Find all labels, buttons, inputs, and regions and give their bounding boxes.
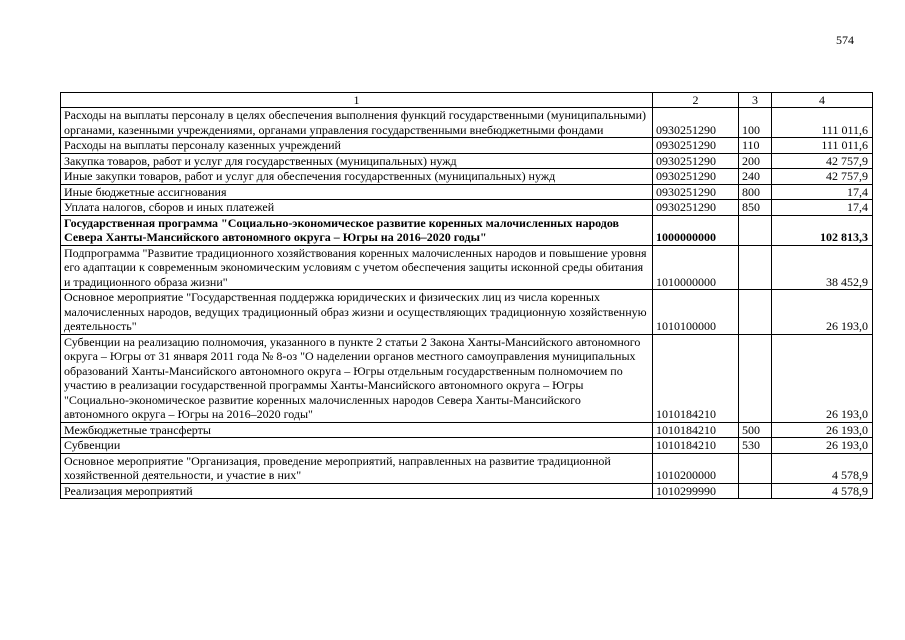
table-row — [61, 215, 873, 245]
row-sum-cell: 38 452,9 — [772, 245, 873, 290]
table-row — [61, 138, 873, 154]
table-row — [61, 453, 873, 483]
row-name-cell: Межбюджетные трансферты — [61, 422, 653, 438]
row-name-cell: Иные бюджетные ассигнования — [61, 184, 653, 200]
row-code-cell: 0930251290 — [653, 169, 739, 185]
row-code-cell: 1010184210 — [653, 334, 739, 422]
row-sum-cell: 102 813,3 — [772, 215, 873, 245]
row-name-cell: Субвенции на реализацию полномочия, указанного в пункте 2 статьи 2 Закона Ханты-Мансийского автономного округа – Югры от 31 января 2011 года № 8-оз "О наделении органов местного самоуправления муниципальных образований Ханты-Мансийского автономного округа – Югры отдельным государственным полномочием по участию в реализации государственной программы Ханты-Мансийского автономного округа – Югры "Социально-экономическое развитие коренных малочисленных народов Севера Ханты-Мансийского автономного округа – Югры на 2016–2020 годы" — [61, 334, 653, 422]
row-type-cell: 100 — [739, 108, 772, 138]
table-row — [61, 153, 873, 169]
column-header-sum: 4 — [772, 93, 873, 108]
row-name-cell: Расходы на выплаты персоналу в целях обеспечения выполнения функций государственными (муниципальными) органами, казенными учреждениями, органами управления государственными внебюджетными фондами — [61, 108, 653, 138]
row-sum-cell: 26 193,0 — [772, 290, 873, 335]
column-header-name: 1 — [61, 93, 653, 108]
row-sum-cell: 17,4 — [772, 184, 873, 200]
row-sum-cell: 111 011,6 — [772, 108, 873, 138]
table-row — [61, 169, 873, 185]
row-name-cell: Иные закупки товаров, работ и услуг для обеспечения государственных (муниципальных) нужд — [61, 169, 653, 185]
row-type-cell — [739, 215, 772, 245]
table-row — [61, 290, 873, 335]
row-sum-cell: 26 193,0 — [772, 438, 873, 454]
table-row — [61, 184, 873, 200]
row-name-cell: Субвенции — [61, 438, 653, 454]
table-row — [61, 483, 873, 499]
row-code-cell: 0930251290 — [653, 108, 739, 138]
row-type-cell: 200 — [739, 153, 772, 169]
table-row — [61, 245, 873, 290]
table-body — [61, 108, 873, 499]
row-sum-cell: 26 193,0 — [772, 422, 873, 438]
row-code-cell: 1010100000 — [653, 290, 739, 335]
table-row — [61, 108, 873, 138]
row-name-cell: Уплата налогов, сборов и иных платежей — [61, 200, 653, 216]
row-sum-cell: 42 757,9 — [772, 153, 873, 169]
row-type-cell: 500 — [739, 422, 772, 438]
column-header-code: 2 — [653, 93, 739, 108]
row-type-cell — [739, 290, 772, 335]
row-type-cell: 240 — [739, 169, 772, 185]
table-header-row — [61, 93, 873, 108]
row-name-cell: Закупка товаров, работ и услуг для государственных (муниципальных) нужд — [61, 153, 653, 169]
row-type-cell — [739, 245, 772, 290]
row-code-cell: 1000000000 — [653, 215, 739, 245]
row-sum-cell: 4 578,9 — [772, 483, 873, 499]
row-sum-cell: 26 193,0 — [772, 334, 873, 422]
row-type-cell: 110 — [739, 138, 772, 154]
row-name-cell: Государственная программа "Социально-экономическое развитие коренных малочисленных народов Севера Ханты-Мансийского автономного округа – Югры на 2016–2020 годы" — [61, 215, 653, 245]
row-type-cell — [739, 483, 772, 499]
row-code-cell: 1010184210 — [653, 422, 739, 438]
page-number: 574 — [836, 33, 854, 47]
budget-table — [60, 92, 873, 499]
table-row — [61, 200, 873, 216]
row-sum-cell: 4 578,9 — [772, 453, 873, 483]
row-name-cell: Основное мероприятие "Государственная поддержка юридических и физических лиц из числа коренных малочисленных народов, ведущих традиционный образ жизни и осуществляющих традиционную хозяйственную деятельность" — [61, 290, 653, 335]
row-name-cell: Реализация мероприятий — [61, 483, 653, 499]
table-row — [61, 334, 873, 422]
row-type-cell — [739, 453, 772, 483]
row-name-cell: Подпрограмма "Развитие традиционного хозяйствования коренных малочисленных народов и повышение уровня его адаптации к современным экономическим условиям с учетом обеспечения защиты исконной среды обитания и традиционного образа жизни" — [61, 245, 653, 290]
row-type-cell: 530 — [739, 438, 772, 454]
row-code-cell: 1010184210 — [653, 438, 739, 454]
row-name-cell: Расходы на выплаты персоналу казенных учреждений — [61, 138, 653, 154]
row-code-cell: 0930251290 — [653, 184, 739, 200]
row-code-cell: 1010200000 — [653, 453, 739, 483]
row-type-cell: 850 — [739, 200, 772, 216]
column-header-type: 3 — [739, 93, 772, 108]
row-code-cell: 1010299990 — [653, 483, 739, 499]
row-code-cell: 0930251290 — [653, 200, 739, 216]
row-sum-cell: 111 011,6 — [772, 138, 873, 154]
table-row — [61, 422, 873, 438]
row-sum-cell: 17,4 — [772, 200, 873, 216]
row-type-cell: 800 — [739, 184, 772, 200]
table-row — [61, 438, 873, 454]
row-name-cell: Основное мероприятие "Организация, проведение мероприятий, направленных на развитие традиционной хозяйственной деятельности, и участие в них" — [61, 453, 653, 483]
row-code-cell: 0930251290 — [653, 138, 739, 154]
row-sum-cell: 42 757,9 — [772, 169, 873, 185]
row-code-cell: 0930251290 — [653, 153, 739, 169]
row-type-cell — [739, 334, 772, 422]
row-code-cell: 1010000000 — [653, 245, 739, 290]
